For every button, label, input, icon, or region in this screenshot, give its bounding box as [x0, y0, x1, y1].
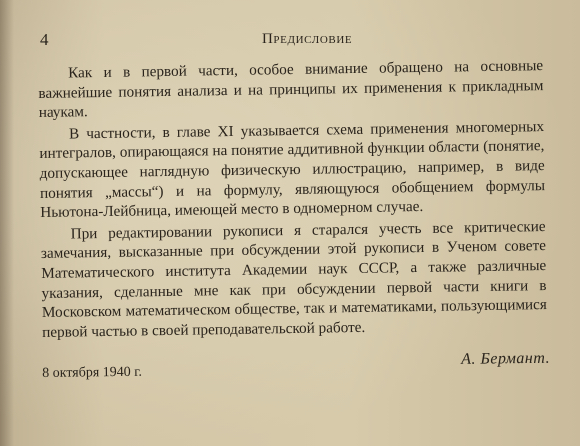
page-number: 4 — [40, 30, 49, 49]
preface-body — [38, 56, 547, 344]
paragraph-1: Как и в первой части, особое внимание обращено на основные важнейшие понятия анализа и на принципы их применения к прикладным наукам. — [38, 57, 544, 122]
binding-shadow — [0, 0, 14, 446]
paragraph-3: При редактировании рукописи я старался учесть все критические замечания, высказанные при обсуждении этой рукописи в Ученом совете Математического института Академии наук СССР, а также различные указания, сделанные мне как при обсуждении первой части книги в Московском математическом обществе, так и математиками, пользующимися первой частью в своей преподавательской работе. — [40, 217, 547, 341]
page-header — [40, 30, 546, 52]
preface-footer — [38, 350, 550, 386]
paragraph-2: В частности, в главе XI указывается схема применения многомерных интегралов, опирающаяся на понятие аддитивной функции области (понятие, допускающее наглядную физическую иллюстрацию, например, в виде понятия „массы“) и на формулу, являющуюся обобщением формулы Ньютона-Лейбница, имеющей место в одномерном случае. — [39, 117, 546, 222]
running-head: Предисловие — [262, 31, 353, 47]
author-signature: А. Бермант. — [461, 349, 551, 368]
preface-date: 8 октября 1940 г. — [42, 364, 143, 381]
